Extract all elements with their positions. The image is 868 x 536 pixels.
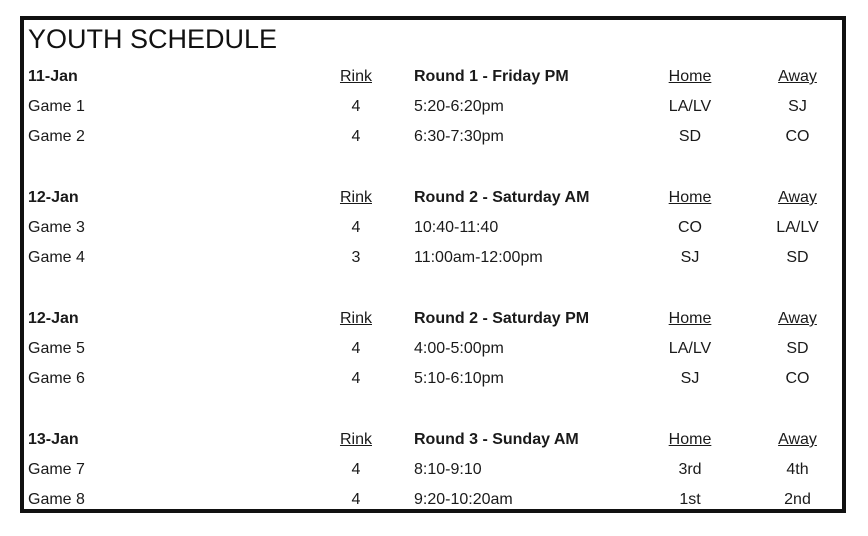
game-time: 5:20-6:20pm	[414, 98, 504, 115]
game-time: 8:10-9:10	[414, 461, 482, 478]
rink-column-header: Rink	[339, 431, 372, 448]
game-time: 6:30-7:30pm	[414, 128, 504, 145]
home-column-header: Home	[668, 68, 712, 85]
game-away-team: CO	[785, 370, 810, 387]
game-row	[0, 122, 868, 152]
away-column-header: Away	[778, 431, 817, 448]
game-rink: 4	[351, 219, 361, 236]
home-column-header: Home	[668, 189, 712, 206]
game-home-team: LA/LV	[668, 340, 712, 357]
game-time: 11:00am-12:00pm	[414, 249, 543, 266]
game-time: 10:40-11:40	[414, 219, 499, 236]
section-date: 13-Jan	[28, 431, 79, 448]
away-column-header: Away	[778, 189, 817, 206]
game-home-team: SJ	[680, 249, 700, 266]
rink-column-header: Rink	[339, 189, 372, 206]
home-column-header: Home	[668, 310, 712, 327]
game-row	[0, 334, 868, 364]
section-header-row	[0, 304, 868, 334]
game-label: Game 3	[28, 219, 85, 236]
game-away-team: 4th	[786, 461, 809, 478]
game-row	[0, 243, 868, 273]
away-column-header: Away	[778, 310, 817, 327]
game-rink: 4	[351, 340, 361, 357]
rink-column-header: Rink	[339, 68, 372, 85]
game-label: Game 7	[28, 461, 85, 478]
game-label: Game 4	[28, 249, 85, 266]
game-home-team: LA/LV	[668, 98, 712, 115]
game-row	[0, 92, 868, 122]
game-away-team: 2nd	[784, 491, 811, 508]
game-label: Game 1	[28, 98, 85, 115]
section-header-row	[0, 183, 868, 213]
game-rink: 4	[351, 98, 361, 115]
game-away-team: LA/LV	[776, 219, 819, 236]
game-time: 4:00-5:00pm	[414, 340, 504, 357]
game-label: Game 8	[28, 491, 85, 508]
game-home-team: 3rd	[678, 461, 702, 478]
game-away-team: SD	[786, 249, 809, 266]
section-header-row	[0, 425, 868, 455]
game-row	[0, 364, 868, 394]
game-rink: 4	[351, 128, 361, 145]
round-title: Round 1 - Friday PM	[414, 68, 569, 85]
page-title: YOUTH SCHEDULE	[28, 24, 278, 54]
game-away-team: CO	[785, 128, 810, 145]
home-column-header: Home	[668, 431, 712, 448]
game-row	[0, 213, 868, 243]
game-row	[0, 485, 868, 515]
game-label: Game 2	[28, 128, 85, 145]
round-title: Round 2 - Saturday AM	[414, 189, 590, 206]
game-time: 9:20-10:20am	[414, 491, 513, 508]
game-label: Game 5	[28, 340, 85, 357]
section-date: 11-Jan	[28, 68, 78, 85]
game-time: 5:10-6:10pm	[414, 370, 504, 387]
game-away-team: SJ	[788, 98, 807, 115]
game-rink: 3	[351, 249, 361, 266]
section-header-row	[0, 62, 868, 92]
game-rink: 4	[351, 370, 361, 387]
game-away-team: SD	[786, 340, 809, 357]
game-home-team: SJ	[680, 370, 700, 387]
game-home-team: SD	[678, 128, 702, 145]
game-label: Game 6	[28, 370, 85, 387]
round-title: Round 3 - Sunday AM	[414, 431, 579, 448]
section-date: 12-Jan	[28, 310, 79, 327]
game-home-team: CO	[678, 219, 702, 236]
game-rink: 4	[351, 461, 361, 478]
round-title: Round 2 - Saturday PM	[414, 310, 590, 327]
section-date: 12-Jan	[28, 189, 79, 206]
game-row	[0, 455, 868, 485]
game-rink: 4	[351, 491, 361, 508]
rink-column-header: Rink	[339, 310, 372, 327]
away-column-header: Away	[778, 68, 817, 85]
game-home-team: 1st	[679, 491, 701, 508]
